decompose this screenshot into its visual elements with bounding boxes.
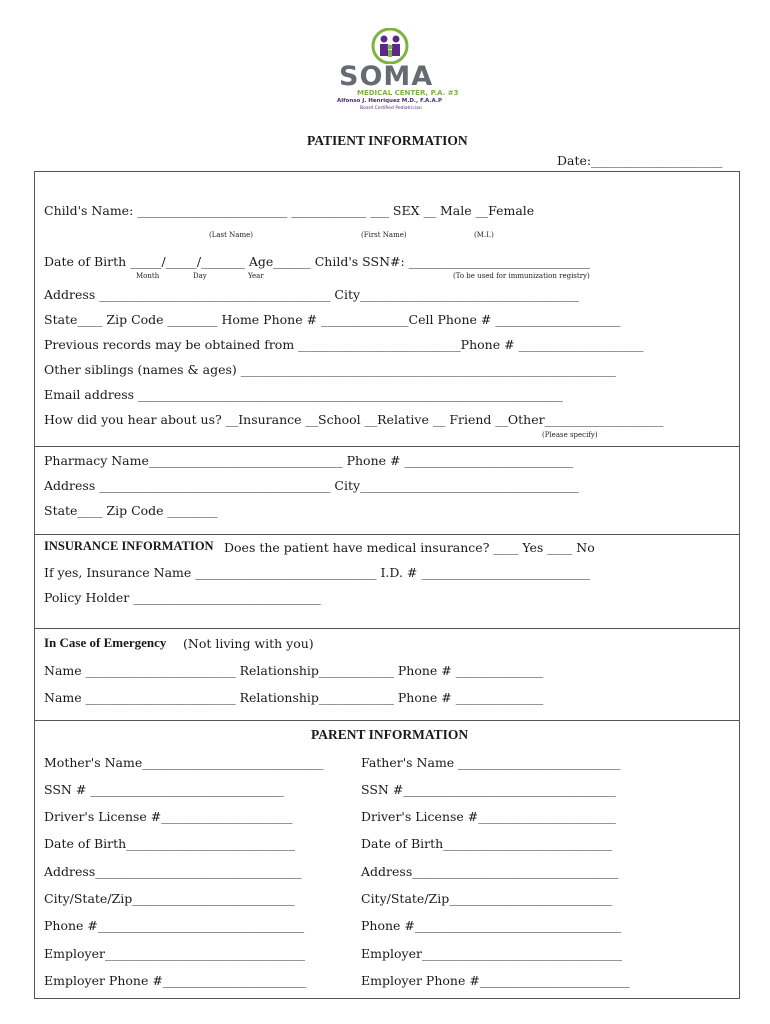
- emergency-contact-1-field[interactable]: Name ________________________ Relationship____________ Phone # ______________: [44, 663, 544, 678]
- insurance-question-field[interactable]: Does the patient have medical insurance? ____ Yes ____ No: [224, 540, 595, 555]
- mother-address-field[interactable]: Address_________________________________: [44, 864, 302, 879]
- date-field[interactable]: Date:_____________________: [557, 153, 723, 168]
- mother-employer-phone-field[interactable]: Employer Phone #_______________________: [44, 973, 307, 988]
- previous-records-field[interactable]: Previous records may be obtained from __________________________Phone # ____________________: [44, 337, 644, 352]
- emergency-heading: In Case of Emergency: [44, 635, 167, 650]
- dob-hint-year: Year: [248, 272, 264, 280]
- email-field[interactable]: Email address ____________________________________________________________________: [44, 387, 564, 402]
- form-title: PATIENT INFORMATION: [307, 133, 468, 148]
- referral-source-field[interactable]: How did you hear about us? __Insurance __School __Relative __ Friend __Other___________________: [44, 412, 664, 427]
- child-name-hint-first: (First Name): [361, 231, 407, 239]
- mother-name-field[interactable]: Mother's Name_____________________________: [44, 755, 324, 770]
- mother-city-field[interactable]: City/State/Zip__________________________: [44, 891, 295, 906]
- father-dob-field[interactable]: Date of Birth___________________________: [361, 836, 612, 851]
- logo-name: SOMA: [339, 61, 434, 92]
- child-name-hint-last: (Last Name): [209, 231, 253, 239]
- child-name-hint-mi: (M.I.): [474, 231, 494, 239]
- dob-hint-month: Month: [136, 272, 160, 280]
- pharmacy-state-field[interactable]: State____ Zip Code ________: [44, 503, 218, 518]
- mother-employer-field[interactable]: Employer________________________________: [44, 946, 305, 961]
- father-employer-phone-field[interactable]: Employer Phone #________________________: [361, 973, 630, 988]
- father-phone-field[interactable]: Phone #_________________________________: [361, 918, 622, 933]
- dob-hint-day: Day: [193, 272, 207, 280]
- dob-field[interactable]: Date of Birth _____/_____/_______ Age______ Child's SSN#: _____________________________: [44, 254, 590, 269]
- logo-certification: Board Certified Pediatrician: [360, 106, 422, 111]
- mother-ssn-field[interactable]: SSN # _______________________________: [44, 782, 285, 797]
- mother-dob-field[interactable]: Date of Birth___________________________: [44, 836, 295, 851]
- logo-doctor: Alfonso J. Henriquez M.D., F.A.A.P: [337, 98, 442, 104]
- mother-license-field[interactable]: Driver's License #_____________________: [44, 809, 293, 824]
- family-emblem-icon: [370, 28, 410, 64]
- child-name-field[interactable]: Child's Name: ________________________ ____________ ___ SEX __ Male __Female: [44, 203, 535, 218]
- emergency-heading-note: (Not living with you): [183, 636, 314, 651]
- mother-phone-field[interactable]: Phone #_________________________________: [44, 918, 305, 933]
- logo: [325, 28, 459, 113]
- policy-holder-field[interactable]: Policy Holder ______________________________: [44, 590, 321, 605]
- pharmacy-address-field[interactable]: Address _____________________________________ City___________________________________: [44, 478, 579, 493]
- father-ssn-field[interactable]: SSN #__________________________________: [361, 782, 616, 797]
- father-name-field[interactable]: Father's Name __________________________: [361, 755, 621, 770]
- father-license-field[interactable]: Driver's License #______________________: [361, 809, 616, 824]
- logo-subtitle: MEDICAL CENTER, P.A. #3: [357, 89, 459, 97]
- state-zip-phone-field[interactable]: State____ Zip Code ________ Home Phone # ______________Cell Phone # ____________________: [44, 312, 621, 327]
- siblings-field[interactable]: Other siblings (names & ages) ____________________________________________________________: [44, 362, 616, 377]
- insurance-heading: INSURANCE INFORMATION: [44, 539, 214, 553]
- father-city-field[interactable]: City/State/Zip__________________________: [361, 891, 612, 906]
- parent-heading: PARENT INFORMATION: [311, 727, 469, 742]
- father-address-field[interactable]: Address_________________________________: [361, 864, 619, 879]
- insurance-name-field[interactable]: If yes, Insurance Name _____________________________ I.D. # ___________________________: [44, 565, 591, 580]
- pharmacy-name-field[interactable]: Pharmacy Name_______________________________ Phone # ___________________________: [44, 453, 574, 468]
- ssn-hint: (To be used for immunization registry): [453, 272, 590, 280]
- referral-hint: (Please specify): [542, 431, 598, 439]
- address-field[interactable]: Address _____________________________________ City___________________________________: [44, 287, 579, 302]
- emergency-contact-2-field[interactable]: Name ________________________ Relationship____________ Phone # ______________: [44, 690, 544, 705]
- father-employer-field[interactable]: Employer________________________________: [361, 946, 622, 961]
